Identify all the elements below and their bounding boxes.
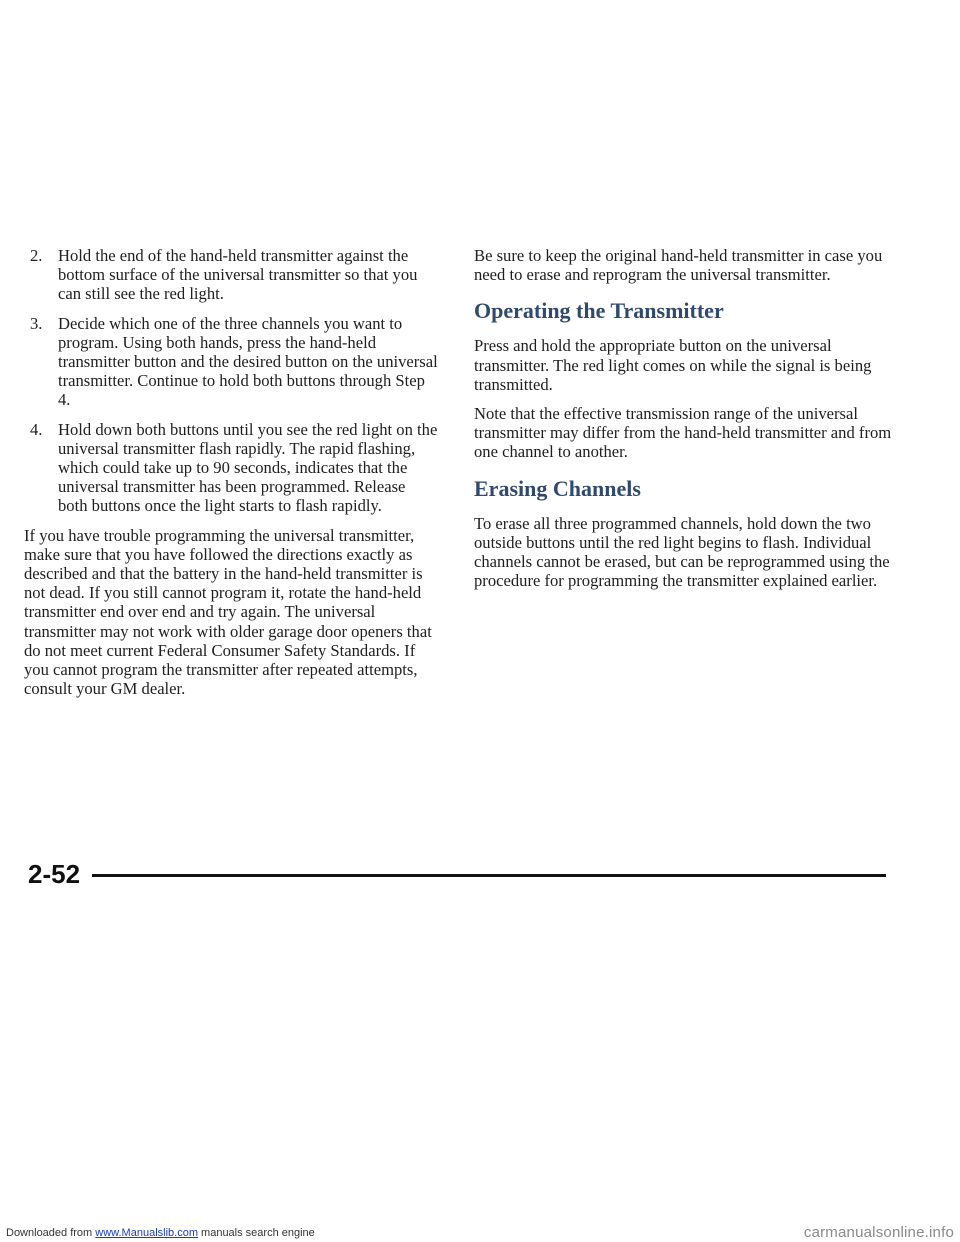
step-3	[24, 314, 438, 410]
erasing-heading: Erasing Channels	[474, 475, 641, 501]
left-column	[24, 246, 438, 708]
download-notice	[6, 1224, 315, 1242]
download-prefix: Downloaded from	[6, 1227, 96, 1239]
step-text: Hold the end of the hand-held transmitter against the bottom surface of the universal transmitter so that you can still see the red light.	[58, 246, 418, 304]
page-number: 2-52	[28, 859, 81, 889]
operating-heading: Operating the Transmitter	[474, 298, 724, 324]
page-footer	[28, 858, 888, 898]
watermark-text: carmanualsonline.info	[803, 1224, 954, 1241]
operating-paragraph: Press and hold the appropriate button on the universal transmitter. The red light comes on while the signal is being transmitted.	[474, 336, 872, 394]
right-column	[474, 246, 898, 600]
step-2	[24, 246, 438, 304]
step-number: 3.	[30, 313, 43, 333]
range-paragraph: Note that the effective transmission range of the universal transmitter may differ from the hand-held transmitter and from one channel to another.	[474, 404, 892, 462]
step-number: 4.	[30, 419, 43, 439]
step-number: 2.	[30, 246, 43, 265]
download-suffix: manuals search engine	[197, 1227, 315, 1239]
step-text: Hold down both buttons until you see the red light on the universal transmitter flash rapidly. The rapid flashing, which could take up to 90 seconds, indicates that the universal transmitter has been programmed. Release both buttons once the light starts to flash rapidly.	[58, 419, 438, 516]
step-4	[24, 420, 438, 516]
source-bar	[0, 1224, 960, 1242]
manualslib-link[interactable]: www.Manualslib.com	[95, 1227, 198, 1239]
erasing-paragraph: To erase all three programmed channels, hold down the two outside buttons until the red light begins to flash. Individual channels cannot be erased, but can be reprogrammed using the procedure for programming the transmitter explained earlier.	[474, 513, 890, 591]
step-text: Decide which one of the three channels you want to program. Using both hands, press the hand-held transmitter button and the desired button on the universal transmitter. Continue to hold both buttons through Step 4.	[58, 313, 438, 410]
trouble-paragraph: If you have trouble programming the universal transmitter, make sure that you have followed the directions exactly as described and that the battery in the hand-held transmitter is not dead. If you still cannot program it, rotate the hand-held transmitter end over end and try again. The universal transmitter may not work with older garage door openers that do not meet current Federal Consumer Safety Standards. If you cannot program the transmitter after repeated attempts, consult your GM dealer.	[24, 525, 432, 699]
footer-rule	[92, 874, 886, 877]
keep-original-paragraph: Be sure to keep the original hand-held transmitter in case you need to erase and reprogram the universal transmitter.	[474, 246, 883, 285]
